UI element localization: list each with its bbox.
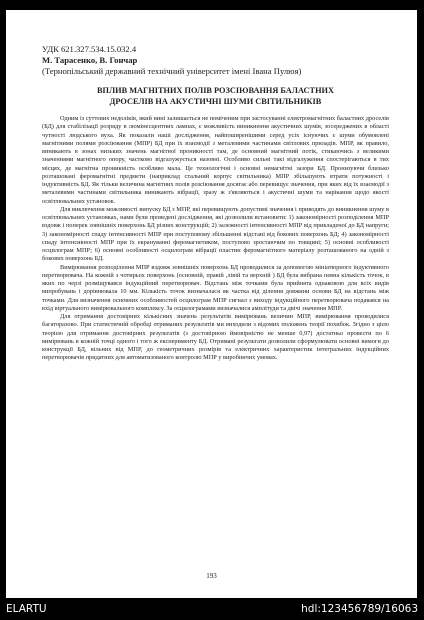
paragraph: Для отримання достовірних кількісних значень результатів вимірювань величин МПР, вимірювання проводилися багаторазово. При статистичній обробці отриманих результатів ми виходили з відомих положень теорії похибок. Згідно з цією теорією для отримання достовірних результатів (з достовірною ймовірністю не менше 0,97) достатньо провести по 6 вимірювань в кожній точці одного і того ж експерименту БД. Отримані результати дозволили сформулювати основні вимоги до конструкції БД, вільних від МПР, до геометричних розмірів та електричних характеристик інтегральних індукційних перетворювачів придатних для автоматизованого контролю МПР у виробничих умовах. (42, 313, 389, 362)
footer-source: ELARTU (6, 603, 47, 615)
title-line: ВПЛИВ МАГНІТНИХ ПОЛІВ РОЗСІЮВАННЯ БАЛАСТНИХ (97, 86, 334, 95)
affiliation: (Тернопільський державний технічний університет імені Івана Пулюя) (42, 66, 302, 76)
footer-handle: hdl:123456789/16063 (301, 603, 418, 615)
article-title (50, 85, 381, 107)
authors: М. Тарасенко, В. Гончар (42, 55, 138, 65)
paragraph: Одним із суттєвих недоліків, який нині залишається не поміченим при застосуванні електромагнітних баластних дроселів (БД) для стабілізації розряду в люмінесцентних лампах, є можливість виникнення акустичних шумів, зосереджених в області чутності людського вуха. Як показали наші дослідження, найпоширенішими серед усіх існуючих є шуми обумовлені магнітними полями розсіювання (МПР) БД при їх взаємодії з металевими частинами світлових приладів. МПР, як правило, виникають в зонах низьких значень магнітної проникності там, де основний магнітний потік, стикаючись з великими значеннями магнітного опору, частково відгалужується назовні. Особливо сильні такі відгалуження спостерігаються в тих місцях, де магнітна проникність особливо мала. Це технологічні і основні немагнітні зазори БД. Пронизуючи близько розташовані феромагнітні предмети (наприклад стальний корпус світильника) МПР збільшують втрати потужності і індуктивність БД. Як тільки величина магнітних полів розсіювання досягає або перевищує значення, при яких від їх взаємодії з металевими частинами світильника виникають вібрації, зразу ж з'являються і акустичні шуми та нарікання щодо якості освітлювальних установок. (42, 115, 389, 205)
paragraph: Вимірювання розподілення МПР вздовж зовнішніх поверхонь БД проводилися за допомогою мініатюрного індуктивного перетворювача. На кожній з чотирьох поверхонь (основній, правій ,лівій та верхній ) БД була вибрана певна кількість точок, в яких по черзі розміщувався індукційний перетворювач. Відстань між точками була прийнята однаковою для всіх видів випробувань і дорівнювала 10 мм. Кількість точок визначалася як частка від ділення довжини основи БД на відстань між точками. Для визначення основних особливостей осцилограм МПР сигнал з виходу індукційного перетворювача подавався на вхід віртуального вимірювального комплексу. За осцилограмами визначалися амплітуди та двічі значення МПР. (42, 263, 389, 312)
document-page (6, 10, 417, 598)
paragraph: Для виключення можливості випуску БД з МПР, які перевищують допустимі значення і приводять до виникнення шуму в освітлювальних установках, нами були проведені дослідження, які дозволили встановити: 1) закономірності розподілення МПР вздовж і поперек зовнішніх поверхонь БД різних конструкцій; 2) залежності інтенсивності МПР від прикладеної до БД напруги; 3) закономірності спаду інтенсивності МПР при поступовому збільшенні відстані від бокових поверхонь БД; 4) закономірності спаду інтенсивності МПР при їх екрануванні феромагнетиком, поступово зростаючим по товщині; 5) основні особливості осцилограм МПР; 6) основні особливості осцилограм вібрації пластин феромагнітного матеріалу розташованого на одній з бокових поверхонь БД. (42, 205, 389, 263)
title-line: ДРОСЕЛІВ НА АКУСТИЧНІ ШУМИ СВІТИЛЬНИКІВ (109, 97, 322, 106)
page-number: 193 (206, 572, 217, 580)
footer-bar (0, 600, 424, 620)
udk-code: УДК 621.327.534.15.032.4 (42, 44, 137, 54)
